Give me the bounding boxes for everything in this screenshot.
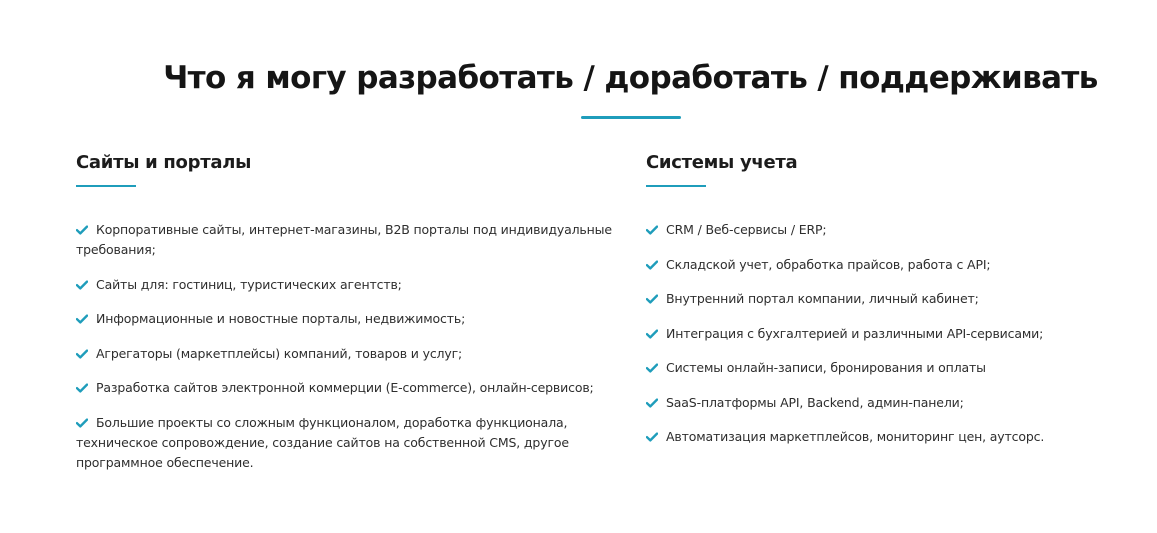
checkmark-icon (646, 398, 658, 408)
checkmark-icon (646, 260, 658, 270)
column-accounting-systems (646, 150, 1126, 462)
list-item (76, 275, 616, 295)
checkmark-icon (646, 363, 658, 373)
checkmark-icon (646, 432, 658, 442)
list-item-text: Складской учет, обработка прайсов, работа с API; (666, 256, 991, 272)
title-underline (581, 116, 681, 119)
list-item-text: Разработка сайтов электронной коммерции (E-commerce), онлайн-сервисов; (96, 380, 594, 395)
list-item-text: Системы онлайн-записи, бронирования и оплаты (666, 360, 986, 375)
column-title-underline (76, 185, 136, 187)
services-list (76, 220, 616, 473)
list-item (646, 255, 1126, 275)
list-item (646, 220, 1126, 240)
list-item (76, 378, 616, 398)
list-item-text: Большие проекты со сложным функционалом, доработка функционала, техническое сопровождение, создание сайтов на собственной CMS, другое программное обеспечение. (76, 414, 569, 470)
checkmark-icon (76, 349, 88, 359)
column-sites-portals (76, 150, 616, 487)
list-item-text: Внутренний портал компании, личный кабинет; (666, 291, 979, 306)
checkmark-icon (76, 418, 88, 428)
list-item (646, 358, 1126, 378)
list-item (646, 427, 1126, 447)
checkmark-icon (76, 314, 88, 324)
column-title-underline (646, 185, 706, 187)
list-item (646, 289, 1126, 309)
list-item-text: Агрегаторы (маркетплейсы) компаний, товаров и услуг; (96, 345, 463, 361)
checkmark-icon (76, 225, 88, 235)
checkmark-icon (646, 225, 658, 235)
checkmark-icon (646, 329, 658, 339)
services-list (646, 220, 1126, 447)
checkmark-icon (646, 294, 658, 304)
column-title: Системы учета (646, 152, 798, 173)
list-item (76, 220, 616, 260)
list-item (76, 344, 616, 364)
list-item-text: Информационные и новостные порталы, недвижимость; (96, 311, 466, 326)
list-item-text: Сайты для: гостиниц, туристических агентств; (96, 276, 402, 292)
page-title: Что я могу разработать / доработать / поддерживать (163, 60, 1098, 96)
column-title: Сайты и порталы (76, 152, 252, 173)
list-item-text: SaaS-платформы API, Backend, админ-панели; (666, 394, 964, 410)
checkmark-icon (76, 280, 88, 290)
list-item (76, 309, 616, 329)
list-item (646, 324, 1126, 344)
list-item (646, 393, 1126, 413)
list-item-text: Автоматизация маркетплейсов, мониторинг цен, аутсорс. (666, 429, 1045, 444)
list-item-text: Интеграция с бухгалтерией и различными API-сервисами; (666, 325, 1044, 341)
list-item-text: Корпоративные сайты, интернет-магазины, B2B порталы под индивидуальные требования; (76, 222, 612, 257)
list-item (76, 413, 616, 473)
checkmark-icon (76, 383, 88, 393)
list-item-text: CRM / Веб-сервисы / ERP; (666, 222, 827, 237)
